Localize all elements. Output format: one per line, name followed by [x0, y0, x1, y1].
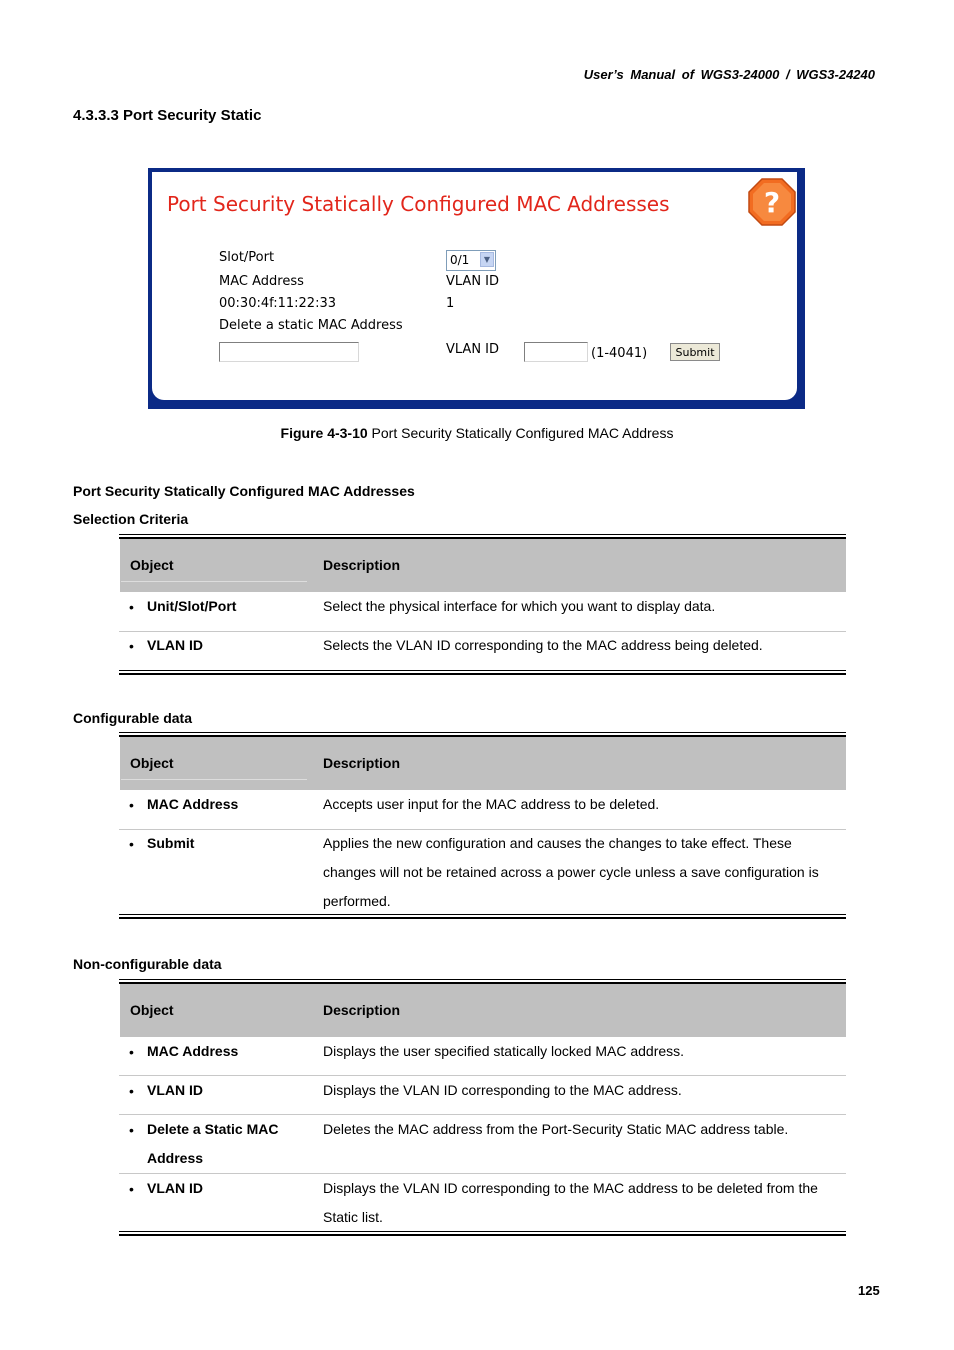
row-description: Displays the VLAN ID corresponding to the MAC address.: [323, 1082, 682, 1098]
row-object: VLAN ID: [147, 637, 203, 653]
row-object: MAC Address: [147, 1043, 239, 1059]
screenshot-panel: [148, 168, 805, 409]
group-title: Port Security Statically Configured MAC Addresses: [73, 483, 415, 499]
nonconfigurable-heading: Non-configurable data: [73, 956, 222, 972]
caption-text: Port Security Statically Configured MAC Address: [367, 425, 674, 441]
row-description: Select the physical interface for which you want to display data.: [323, 598, 716, 614]
row-description: Applies the new configuration and causes the changes to take effect. These changes will not be retained across a power cycle unless a save configuration is performed.: [323, 835, 819, 909]
row-object: Unit/Slot/Port: [147, 598, 237, 614]
panel-title: Port Security Statically Configured MAC Addresses: [167, 192, 670, 216]
selection-table: Object Description • Unit/Slot/Port Select the physical interface for which you want to display data. • VLAN ID Selects the VLAN ID corresponding to the MAC address being deleted.: [119, 534, 846, 676]
delete-static-mac-label: Delete a static MAC Address: [219, 318, 403, 333]
row-object: Delete a Static MAC Address: [147, 1121, 279, 1166]
mac-address-label: MAC Address: [219, 274, 304, 289]
row-object: VLAN ID: [147, 1082, 203, 1098]
page-number: 125: [858, 1283, 880, 1298]
configurable-heading: Configurable data: [73, 710, 193, 726]
vlan-id-label: VLAN ID: [446, 274, 500, 289]
slot-port-selected: 0/1: [450, 253, 470, 267]
nonconfigurable-table: Object Description • MAC Address Displays the user specified statically locked MAC address. • VLAN ID Displays the VLAN ID corresponding to the MAC address. • Delete a Static MAC Address Deletes the MAC address from the Port-Security Static MAC address table. • VLAN ID Displays the VLAN ID corresponding to the MAC address to be deleted from the Static list.: [119, 979, 846, 1239]
col-object: Object: [130, 755, 174, 771]
row-description: Selects the VLAN ID corresponding to the MAC address being deleted.: [323, 637, 763, 653]
table-header: [120, 737, 846, 790]
figure-caption: [0, 425, 954, 441]
chevron-down-icon[interactable]: ▼: [480, 252, 494, 267]
svg-text:?: ?: [763, 186, 781, 219]
col-description: Description: [323, 755, 401, 771]
row-object: VLAN ID: [147, 1180, 203, 1196]
vlan-id-label-2: VLAN ID: [446, 342, 500, 357]
vlan-id-input[interactable]: [524, 342, 588, 362]
row-description: Deletes the MAC address from the Port-Security Static MAC address table.: [323, 1121, 789, 1137]
col-description: Description: [323, 557, 401, 573]
slot-port-select[interactable]: [446, 250, 496, 271]
running-header: User’s Manual of WGS3-24000 / WGS3-24240: [583, 67, 875, 82]
row-object: Submit: [147, 835, 195, 851]
row-description: Displays the VLAN ID corresponding to the MAC address to be deleted from the Static list.: [323, 1180, 818, 1225]
col-object: Object: [130, 1002, 174, 1018]
row-description: Accepts user input for the MAC address to be deleted.: [323, 796, 660, 812]
vlan-range-hint: (1-4041): [591, 346, 648, 361]
slot-port-label: Slot/Port: [219, 250, 275, 265]
row-description: Displays the user specified statically locked MAC address.: [323, 1043, 685, 1059]
configurable-table: Object Description • MAC Address Accepts user input for the MAC address to be deleted. • Submit Applies the new configuration and causes the changes to take effect. These changes will not be retained across a power cycle unless a save configuration is performed.: [119, 732, 846, 922]
vlan-id-value: 1: [446, 296, 455, 311]
table-header: [120, 984, 846, 1037]
submit-button[interactable]: Submit: [670, 343, 720, 361]
table-header: [120, 539, 846, 592]
row-object: MAC Address: [147, 796, 239, 812]
selection-criteria-heading: Selection Criteria: [73, 511, 189, 527]
screenshot-content: [152, 172, 797, 400]
help-icon[interactable]: [746, 176, 798, 228]
mac-address-value: 00:30:4f:11:22:33: [219, 296, 336, 311]
col-description: Description: [323, 1002, 401, 1018]
col-object: Object: [130, 557, 174, 573]
delete-mac-input[interactable]: [219, 342, 359, 362]
caption-label: Figure 4-3-10: [280, 425, 368, 441]
section-title: 4.3.3.3 Port Security Static: [73, 107, 262, 124]
